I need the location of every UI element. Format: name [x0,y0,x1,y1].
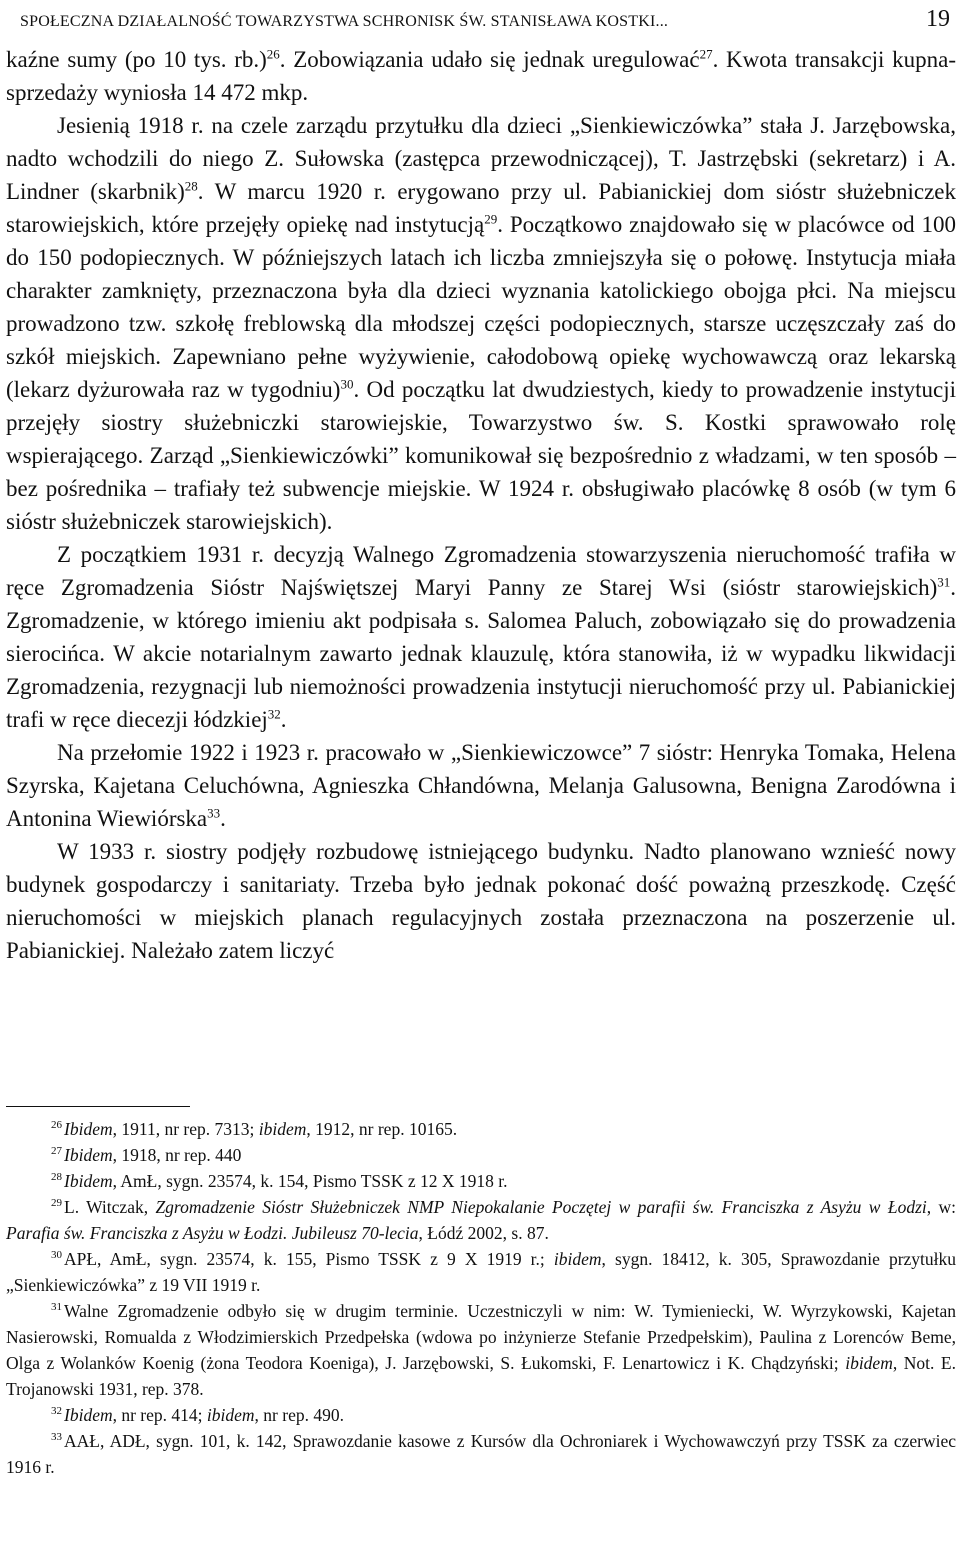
document-page [6,0,956,1542]
footnote-number: 27 [51,1145,62,1158]
text-run: Na przełomie 1922 i 1923 r. pracowało w „Sienkiewiczowce” 7 sióstr: Henryka Tomaka, Helena Szyrska, Kajetana Celuchówna, Agnieszka Chłandówna, Melanja Galusowna, Benigna Zarodówna i Antonina Wiewiórska [6,740,956,831]
footnote-reference: 26 [266,46,280,62]
paragraph [6,835,956,967]
footnote [6,1168,956,1194]
text-run: Walne Zgromadzenie odbyło się w drugim terminie. Uczestniczyli w nim: W. Tymieniecki, W. Wyrzykowski, Kajetan Nasierowski, Romualda z Włodzimierskich Przedpełska (wdowa po inżynierze Stefanie Przedpełskim), Paulina z Lorenców Beme, Olga z Wolanków Koenig (żona Teodora Koeniga), J. Jarzębowski, S. Łukomski, F. Lenartowicz i K. Chądzyński; [6,1301,956,1373]
text-run: , 1911, nr rep. 7313; [112,1119,259,1139]
text-run: Z początkiem 1931 r. decyzją Walnego Zgromadzenia stowarzyszenia nieruchomość trafiła w ręce Zgromadzenia Sióstr Najświętszej Maryi Panny ze Starej Wsi (sióstr starowiejskich) [6,542,956,600]
footnote [6,1402,956,1428]
text-run: , 1912, nr rep. 10165. [306,1119,458,1139]
text-run: . [220,806,226,831]
italic-text: Ibidem [64,1145,113,1165]
text-run: APŁ, AmŁ, sygn. 23574, k. 155, Pismo TSSK z 9 X 1919 r.; [64,1249,554,1269]
paragraph [6,538,956,736]
running-header [20,6,956,36]
text-run: , nr rep. 414; [112,1405,207,1425]
text-run: , AmŁ, sygn. 23574, k. 154, Pismo TSSK z 12 X 1918 r. [112,1171,508,1191]
footnote-reference: 28 [184,178,198,194]
footnote-number: 29 [51,1197,62,1210]
footnote-separator [6,1106,190,1107]
italic-text: Zgromadzenie Sióstr Służebniczek NMP Niepokalanie Poczętej w parafii św. Franciszka z Asyżu w Łodzi [155,1197,927,1217]
footnote [6,1246,956,1298]
text-run: kaźne sumy (po 10 tys. rb.) [6,47,267,72]
main-text [6,43,956,967]
paragraph [6,43,956,109]
paragraph [6,109,956,538]
italic-text: Ibidem [64,1171,113,1191]
text-run: . Zobowiązania udało się jednak uregulować [279,47,700,72]
text-run: . Początkowo znajdowało się w placówce od 100 do 150 podopiecznych. W późniejszych latach ich liczba zmniejszyła się o połowę. Instytucja miała charakter zamknięty, przeznaczona była dla dzieci wyznania katolickiego obojga płci. Na miejscu prowadzono tzw. szkołę freblowską dla młodszej części podopiecznych, starsze uczęszczały zaś do szkół miejskich. Zapewniano pełne wyżywienie, całodobową opiekę wychowawczą oraz lekarską (lekarz dyżurowała raz w tygodniu) [6,212,956,402]
page-number: 19 [926,6,950,32]
italic-text: Ibidem [64,1119,113,1139]
text-run: , 1918, nr rep. 440 [112,1145,242,1165]
text-run: , Not. E. Trojanowski 1931, rep. 378. [6,1353,956,1399]
paragraph [6,736,956,835]
text-run: , w: [926,1197,956,1217]
text-run: . [280,707,287,732]
footnote-reference: 30 [340,376,354,392]
text-run: . Kwota transakcji kupna-sprzedaży wyniosła 14 472 mkp. [6,47,957,105]
footnote [6,1116,956,1142]
footnote-number: 31 [51,1301,62,1314]
text-run: W 1933 r. siostry podjęły rozbudowę istniejącego budynku. Nadto planowano wznieść nowy budynek gospodarczy i sanitariaty. Trzeba było jednak pokonać dość poważną przeszkodę. Część nieruchomości w miejskich planach regulacyjnych została przeznaczona na poszerzenie ul. Pabianickiej. Należało zatem liczyć [6,839,956,963]
footnote-number: 32 [51,1405,62,1418]
text-run: , sygn. 18412, k. 305, Sprawozdanie przytułku „Sienkiewiczówka” z 19 VII 1919 r. [6,1249,957,1295]
footnote-reference: 29 [484,211,498,227]
footnote-reference: 32 [267,706,281,722]
italic-text: Parafia św. Franciszka z Asyżu w Łodzi. Jubileusz 70-lecia [6,1223,419,1243]
footnote-number: 30 [51,1249,62,1262]
footnote [6,1142,956,1168]
text-run: , nr rep. 490. [254,1405,344,1425]
italic-text: Ibidem [64,1405,113,1425]
footnote [6,1298,956,1402]
footnote-reference: 27 [699,46,713,62]
text-run: AAŁ, ADŁ, sygn. 101, k. 142, Sprawozdanie kasowe z Kursów dla Ochroniarek i Wychowawczyń przy TSSK za czerwiec 1916 r. [6,1431,956,1477]
italic-text: ibidem [206,1405,255,1425]
footnote [6,1194,956,1246]
italic-text: ibidem [845,1353,893,1373]
footnote-number: 33 [51,1431,62,1444]
text-run: . Od początku lat dwudziestych, kiedy to prowadzenie instytucji przejęły siostry służebniczki starowiejskie, Towarzystwo św. S. Kostki sprawowało rolę wspierającego. Zarząd „Sienkiewiczówki” komunikował się bezpośrednio z władzami, w ten sposób – bez pośrednika – trafiały też subwencje miejskie. W 1924 r. obsługiwało placówkę 8 osób (w tym 6 sióstr służebniczek starowiejskich). [6,377,956,534]
running-header-title: SPOŁECZNA DZIAŁALNOŚĆ TOWARZYSTWA SCHRONISK ŚW. STANISŁAWA KOSTKI... [20,13,669,30]
footnote-number: 26 [51,1119,62,1132]
italic-text: ibidem [553,1249,602,1269]
footnote-reference: 31 [937,574,951,590]
footnote [6,1428,956,1480]
text-run: , Łódź 2002, s. 87. [418,1223,549,1243]
text-run: . W marcu 1920 r. erygowano przy ul. Pabianickiej dom sióstr służebniczek starowiejskich, które przejęły opiekę nad instytucją [6,179,956,237]
text-run: . Zgromadzenie, w którego imieniu akt podpisała s. Salomea Paluch, zobowiązało się do prowadzenia sierocińca. W akcie notarialnym zawarto jednak klauzulę, która stanowiła, iż w wypadku likwidacji Zgromadzenia, rezygnacji lub niemożności prowadzenia instytucji nieruchomość przy ul. Pabianickiej trafi w ręce diecezji łódzkiej [6,575,956,732]
footnote-reference: 33 [207,805,221,821]
text-run: L. Witczak, [64,1197,156,1217]
footnotes [6,1116,956,1480]
text-run: Jesienią 1918 r. na czele zarządu przytułku dla dzieci „Sienkiewiczówka” stała J. Jarzębowska, nadto wchodzili do niego Z. Sułowska (zastępca przewodniczącej), T. Jastrzębski (sekretarz) i A. Lindner (skarbnik) [6,113,956,204]
italic-text: ibidem [258,1119,307,1139]
footnote-number: 28 [51,1171,62,1184]
